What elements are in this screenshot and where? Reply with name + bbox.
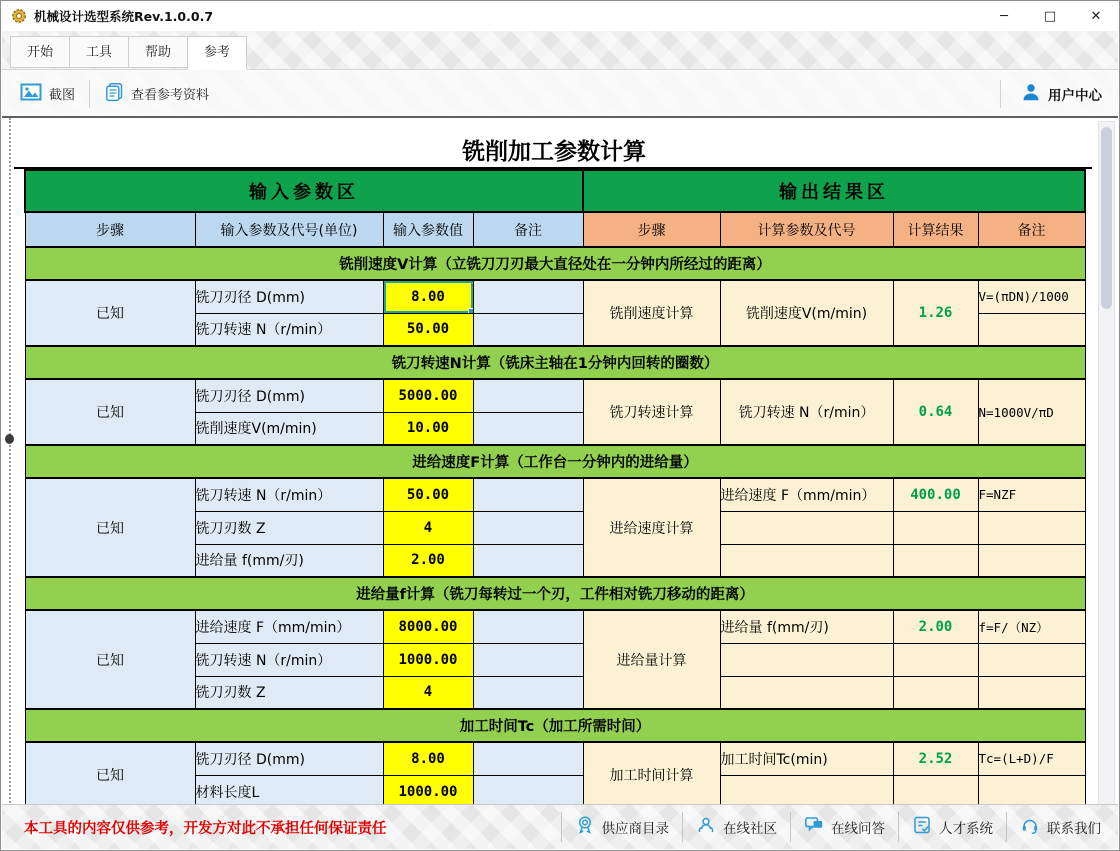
formula-cell [978,676,1085,709]
input-value-cell[interactable]: 50.00 [383,313,473,346]
main-content [2,116,1118,807]
tab-help[interactable]: 帮助 [128,36,188,68]
output-result-cell [893,676,978,709]
param-cell: 铣削速度V(m/min) [195,412,383,445]
medal-icon [575,815,595,839]
col-input-note: 备注 [473,212,583,247]
user-icon [1021,82,1041,106]
output-param-cell [720,511,893,544]
table-row [25,478,1085,511]
screenshot-icon [20,82,42,106]
output-param-cell [720,544,893,577]
output-result-cell: 400.00 [893,478,978,511]
input-value-cell[interactable]: 5000.00 [383,379,473,412]
output-step-cell: 铣削速度计算 [583,280,720,346]
known-cell: 已知 [25,280,195,346]
note-cell [473,313,583,346]
splitter-handle[interactable] [5,434,14,444]
col-input-param: 输入参数及代号(单位) [195,212,383,247]
section-banner [25,346,1085,379]
disclaimer-text: 本工具的内容仅供参考，开发方对此不承担任何保证责任 [24,820,387,837]
output-step-cell: 铣刀转速计算 [583,379,720,445]
output-param-cell: 铣削速度V(m/min) [720,280,893,346]
pane-splitter[interactable] [9,118,11,807]
vertical-scrollbar[interactable] [1098,121,1115,805]
output-param-cell: 进给量 f(mm/刃) [720,610,893,643]
param-cell: 铣刀转速 N（r/min） [195,643,383,676]
known-cell: 已知 [25,610,195,709]
scrollbar-thumb[interactable] [1101,127,1112,309]
output-result-cell: 0.64 [893,379,978,445]
view-reference-label: 查看参考资料 [131,88,210,103]
online-qa-label: 在线问答 [831,821,885,837]
section-banner [25,577,1085,610]
talent-system-label: 人才系统 [939,821,993,837]
supplier-directory-link[interactable] [561,812,683,842]
col-input-value: 输入参数值 [383,212,473,247]
headset-icon [1020,815,1040,839]
output-param-cell [720,643,893,676]
user-center-button[interactable] [1005,76,1118,112]
input-value-cell[interactable]: 1000.00 [383,643,473,676]
maximize-button[interactable]: □ [1043,8,1057,24]
output-param-cell [720,676,893,709]
table-row [25,280,1085,313]
table-row [25,379,1085,412]
output-result-cell [893,643,978,676]
col-out-result: 计算结果 [893,212,978,247]
output-result-cell: 1.26 [893,280,978,346]
param-cell: 材料长度L [195,775,383,807]
note-cell [473,775,583,807]
output-param-cell: 加工时间Tc(min) [720,742,893,775]
document-check-icon [912,815,932,839]
known-cell: 已知 [25,379,195,445]
screenshot-button[interactable] [10,76,85,112]
table-row [25,742,1085,775]
note-cell [473,676,583,709]
section-title: 进给速度F计算（工作台一分钟内的进给量） [25,445,1085,478]
note-cell [473,643,583,676]
output-area-header: 输出结果区 [583,170,1085,212]
tab-bar [10,36,246,69]
input-value-cell[interactable]: 1000.00 [383,775,473,807]
param-cell: 铣刀刃径 D(mm) [195,379,383,412]
param-cell: 铣刀刃径 D(mm) [195,280,383,313]
table-header-row [25,170,1085,212]
formula-cell: N=1000V/πD [978,379,1085,445]
output-param-cell: 铣刀转速 N（r/min） [720,379,893,445]
note-cell [473,544,583,577]
ribbon [2,31,1118,116]
input-value-cell-selected[interactable] [383,280,473,313]
output-result-cell [893,511,978,544]
param-cell: 铣刀刃径 D(mm) [195,742,383,775]
parameter-table [24,169,1086,807]
online-qa-link[interactable] [790,812,898,842]
formula-cell [978,643,1085,676]
input-value-cell[interactable]: 4 [383,511,473,544]
window-title: 机械设计选型系统Rev.1.0.0.7 [34,9,214,24]
param-cell: 进给量 f(mm/刃) [195,544,383,577]
note-cell [473,412,583,445]
input-area-header: 输入参数区 [25,170,583,212]
online-community-label: 在线社区 [723,821,777,837]
section-title: 铣削速度V计算（立铣刀刀刃最大直径处在一分钟内所经过的距离） [25,247,1085,280]
screenshot-label: 截图 [49,88,76,103]
section-banner [25,445,1085,478]
formula-cell [978,775,1085,807]
input-value-cell[interactable]: 10.00 [383,412,473,445]
page-title: 铣削加工参数计算 [462,138,646,165]
table-row [25,610,1085,643]
tab-tools[interactable]: 工具 [69,36,129,68]
param-cell: 进给速度 F（mm/min） [195,610,383,643]
footer-bar [2,804,1118,849]
minimize-button[interactable]: ─ [1000,8,1008,24]
footer-links [561,805,1115,849]
online-community-link[interactable] [682,812,790,842]
documents-icon [104,82,124,106]
note-cell [473,379,583,412]
toolbar-divider-right [1000,80,1001,108]
tab-start[interactable]: 开始 [10,36,70,68]
title-bar [1,1,1119,31]
col-out-note: 备注 [978,212,1085,247]
input-value-cell[interactable]: 4 [383,676,473,709]
community-icon [696,815,716,839]
section-banner [25,247,1085,280]
output-step-cell: 进给量计算 [583,610,720,709]
formula-cell: Tc=(L+D)/F [978,742,1085,775]
input-value-cell[interactable]: 8000.00 [383,610,473,643]
input-value-cell[interactable]: 50.00 [383,478,473,511]
col-out-param: 计算参数及代号 [720,212,893,247]
input-value-cell[interactable]: 2.00 [383,544,473,577]
close-button[interactable]: ✕ [1090,8,1102,24]
app-logo-icon [11,8,27,24]
note-cell [473,511,583,544]
formula-cell: f=F/（NZ） [978,610,1085,643]
param-cell: 铣刀转速 N（r/min） [195,313,383,346]
formula-cell [978,511,1085,544]
section-title: 加工时间Tc（加工所需时间） [25,709,1085,742]
chat-icon [804,815,824,839]
toolbar [2,69,1118,117]
known-cell: 已知 [25,742,195,807]
formula-cell [978,313,1085,346]
contact-us-label: 联系我们 [1047,821,1101,837]
note-cell [473,742,583,775]
output-result-cell: 2.52 [893,742,978,775]
input-value-cell[interactable]: 8.00 [383,742,473,775]
output-param-cell [720,775,893,807]
param-cell: 铣刀转速 N（r/min） [195,478,383,511]
formula-cell: F=NZF [978,478,1085,511]
note-cell [473,610,583,643]
supplier-directory-label: 供应商目录 [601,821,669,837]
formula-cell [978,544,1085,577]
col-step: 步骤 [25,212,195,247]
output-step-cell: 加工时间计算 [583,742,720,807]
output-step-cell: 进给速度计算 [583,478,720,577]
output-result-cell [893,775,978,807]
contact-us-link[interactable] [1006,812,1114,842]
note-cell [473,478,583,511]
output-result-cell [893,544,978,577]
output-result-cell: 2.00 [893,610,978,643]
talent-system-link[interactable] [898,812,1006,842]
section-title: 进给量f计算（铣刀每转过一个刃，工件相对铣刀移动的距离） [25,577,1085,610]
window-controls [981,1,1119,31]
param-cell: 铣刀刃数 Z [195,676,383,709]
col-out-step: 步骤 [583,212,720,247]
toolbar-divider [89,80,90,108]
note-cell [473,280,583,313]
section-title: 铣刀转速N计算（铣床主轴在1分钟内回转的圈数） [25,346,1085,379]
user-center-label: 用户中心 [1048,87,1102,104]
section-banner [25,709,1085,742]
formula-cell: V=(πDN)/1000 [978,280,1085,313]
input-value: 8.00 [411,288,445,305]
known-cell: 已知 [25,478,195,577]
column-header-row [25,212,1085,247]
selection-handle[interactable] [468,308,474,314]
param-cell: 铣刀刃数 Z [195,511,383,544]
output-param-cell: 进给速度 F（mm/min） [720,478,893,511]
tab-reference[interactable]: 参考 [187,36,247,70]
view-reference-button[interactable] [94,76,219,112]
